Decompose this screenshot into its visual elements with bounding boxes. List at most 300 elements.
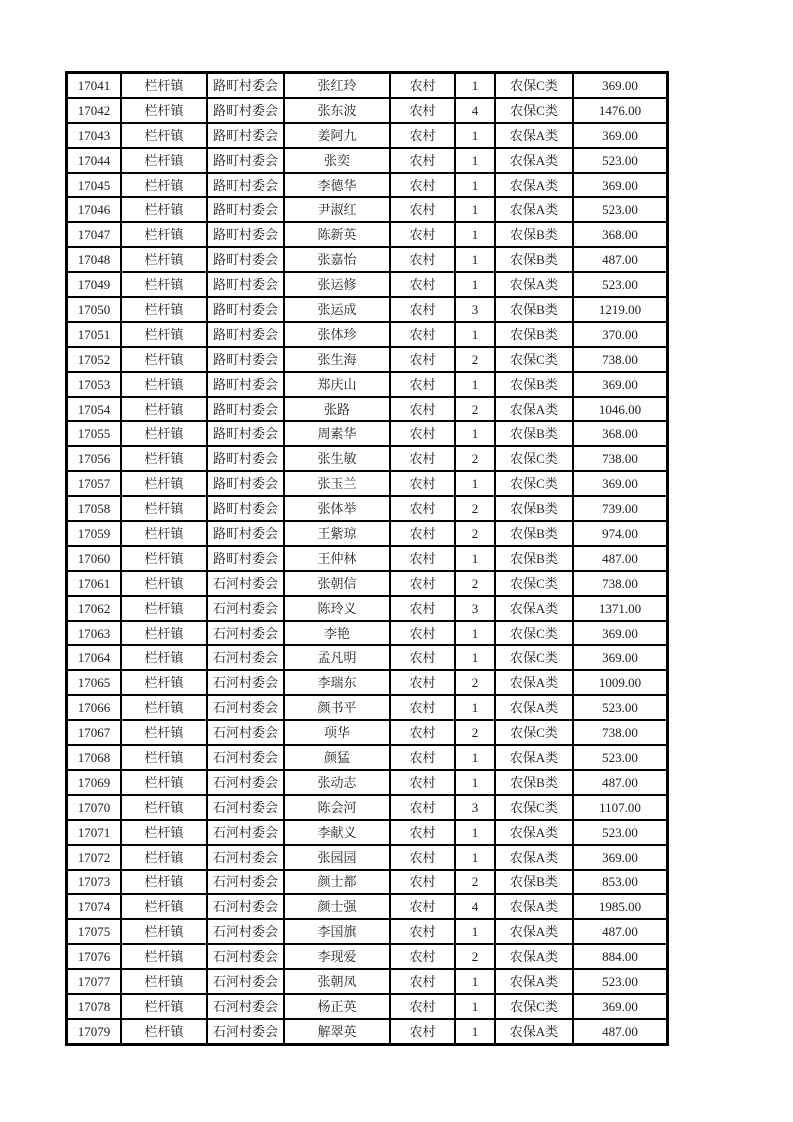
- cell-village-committee: 路町村委会: [207, 372, 284, 397]
- cell-amount: 1219.00: [573, 297, 667, 322]
- cell-amount: 523.00: [573, 820, 667, 845]
- cell-town: 栏杆镇: [121, 820, 207, 845]
- cell-amount: 523.00: [573, 148, 667, 173]
- table-row: [67, 695, 667, 720]
- cell-person-name: 张嘉怡: [284, 247, 390, 272]
- cell-residence-type: 农村: [390, 247, 455, 272]
- cell-residence-type: 农村: [390, 546, 455, 571]
- cell-amount: 1009.00: [573, 670, 667, 695]
- cell-residence-type: 农村: [390, 471, 455, 496]
- cell-village-committee: 路町村委会: [207, 322, 284, 347]
- cell-person-name: 李艳: [284, 621, 390, 646]
- cell-person-count: 2: [455, 720, 495, 745]
- cell-person-count: 3: [455, 596, 495, 621]
- cell-town: 栏杆镇: [121, 621, 207, 646]
- cell-person-name: 尹淑红: [284, 197, 390, 222]
- cell-person-count: 1: [455, 745, 495, 770]
- cell-insurance-class: 农保C类: [495, 73, 573, 98]
- cell-insurance-class: 农保C类: [495, 795, 573, 820]
- cell-person-name: 张生海: [284, 347, 390, 372]
- table-row: [67, 820, 667, 845]
- cell-person-name: 项华: [284, 720, 390, 745]
- cell-amount: 738.00: [573, 446, 667, 471]
- cell-residence-type: 农村: [390, 446, 455, 471]
- table-row: [67, 969, 667, 994]
- cell-person-count: 1: [455, 770, 495, 795]
- cell-residence-type: 农村: [390, 372, 455, 397]
- cell-person-name: 李德华: [284, 173, 390, 198]
- table-row: [67, 222, 667, 247]
- cell-amount: 523.00: [573, 745, 667, 770]
- cell-serial-number: 17044: [67, 148, 121, 173]
- cell-amount: 370.00: [573, 322, 667, 347]
- cell-person-name: 陈玲义: [284, 596, 390, 621]
- cell-town: 栏杆镇: [121, 969, 207, 994]
- cell-village-committee: 路町村委会: [207, 297, 284, 322]
- cell-serial-number: 17066: [67, 695, 121, 720]
- table-row: [67, 870, 667, 895]
- cell-town: 栏杆镇: [121, 571, 207, 596]
- cell-amount: 487.00: [573, 919, 667, 944]
- cell-residence-type: 农村: [390, 994, 455, 1019]
- cell-village-committee: 路町村委会: [207, 347, 284, 372]
- cell-insurance-class: 农保A类: [495, 845, 573, 870]
- cell-amount: 1371.00: [573, 596, 667, 621]
- cell-serial-number: 17078: [67, 994, 121, 1019]
- cell-residence-type: 农村: [390, 347, 455, 372]
- cell-person-name: 张玉兰: [284, 471, 390, 496]
- table-row: [67, 98, 667, 123]
- insurance-payment-table: [65, 71, 669, 1046]
- table-row: [67, 446, 667, 471]
- cell-residence-type: 农村: [390, 197, 455, 222]
- cell-person-name: 张动志: [284, 770, 390, 795]
- cell-village-committee: 石河村委会: [207, 645, 284, 670]
- cell-person-name: 张东波: [284, 98, 390, 123]
- cell-village-committee: 路町村委会: [207, 496, 284, 521]
- cell-insurance-class: 农保B类: [495, 496, 573, 521]
- cell-person-name: 张体珍: [284, 322, 390, 347]
- cell-insurance-class: 农保C类: [495, 446, 573, 471]
- cell-serial-number: 17070: [67, 795, 121, 820]
- cell-village-committee: 石河村委会: [207, 745, 284, 770]
- cell-serial-number: 17055: [67, 421, 121, 446]
- cell-village-committee: 石河村委会: [207, 621, 284, 646]
- table-row: [67, 546, 667, 571]
- cell-person-count: 1: [455, 272, 495, 297]
- cell-insurance-class: 农保A类: [495, 695, 573, 720]
- cell-town: 栏杆镇: [121, 297, 207, 322]
- cell-person-name: 张园园: [284, 845, 390, 870]
- cell-serial-number: 17061: [67, 571, 121, 596]
- cell-residence-type: 农村: [390, 148, 455, 173]
- cell-amount: 1107.00: [573, 795, 667, 820]
- cell-amount: 369.00: [573, 621, 667, 646]
- table-row: [67, 347, 667, 372]
- cell-residence-type: 农村: [390, 322, 455, 347]
- cell-serial-number: 17065: [67, 670, 121, 695]
- cell-village-committee: 路町村委会: [207, 397, 284, 422]
- cell-residence-type: 农村: [390, 621, 455, 646]
- cell-insurance-class: 农保A类: [495, 148, 573, 173]
- cell-amount: 1476.00: [573, 98, 667, 123]
- cell-village-committee: 路町村委会: [207, 421, 284, 446]
- cell-amount: 884.00: [573, 944, 667, 969]
- cell-residence-type: 农村: [390, 397, 455, 422]
- cell-insurance-class: 农保B类: [495, 372, 573, 397]
- cell-insurance-class: 农保C类: [495, 347, 573, 372]
- cell-town: 栏杆镇: [121, 770, 207, 795]
- cell-serial-number: 17074: [67, 894, 121, 919]
- cell-village-committee: 路町村委会: [207, 197, 284, 222]
- cell-person-name: 孟凡明: [284, 645, 390, 670]
- table-row: [67, 247, 667, 272]
- cell-residence-type: 农村: [390, 596, 455, 621]
- cell-insurance-class: 农保B类: [495, 247, 573, 272]
- cell-person-count: 1: [455, 645, 495, 670]
- table-row: [67, 471, 667, 496]
- cell-town: 栏杆镇: [121, 173, 207, 198]
- cell-serial-number: 17059: [67, 521, 121, 546]
- cell-town: 栏杆镇: [121, 645, 207, 670]
- cell-town: 栏杆镇: [121, 670, 207, 695]
- table-row: [67, 372, 667, 397]
- cell-person-count: 1: [455, 695, 495, 720]
- cell-town: 栏杆镇: [121, 944, 207, 969]
- cell-serial-number: 17077: [67, 969, 121, 994]
- cell-person-name: 郑庆山: [284, 372, 390, 397]
- table-row: [67, 795, 667, 820]
- cell-serial-number: 17053: [67, 372, 121, 397]
- cell-residence-type: 农村: [390, 173, 455, 198]
- cell-person-count: 3: [455, 795, 495, 820]
- cell-person-count: 2: [455, 944, 495, 969]
- cell-amount: 369.00: [573, 845, 667, 870]
- cell-residence-type: 农村: [390, 421, 455, 446]
- cell-insurance-class: 农保A类: [495, 397, 573, 422]
- cell-person-count: 2: [455, 347, 495, 372]
- document-page-table-area: [65, 71, 669, 1046]
- cell-amount: 369.00: [573, 73, 667, 98]
- table-row: [67, 297, 667, 322]
- cell-insurance-class: 农保B类: [495, 870, 573, 895]
- cell-insurance-class: 农保A类: [495, 894, 573, 919]
- cell-residence-type: 农村: [390, 1019, 455, 1044]
- cell-person-count: 2: [455, 496, 495, 521]
- cell-serial-number: 17056: [67, 446, 121, 471]
- cell-village-committee: 石河村委会: [207, 870, 284, 895]
- cell-insurance-class: 农保B类: [495, 222, 573, 247]
- cell-residence-type: 农村: [390, 795, 455, 820]
- cell-insurance-class: 农保A类: [495, 820, 573, 845]
- cell-amount: 487.00: [573, 770, 667, 795]
- cell-town: 栏杆镇: [121, 148, 207, 173]
- cell-amount: 369.00: [573, 645, 667, 670]
- cell-town: 栏杆镇: [121, 272, 207, 297]
- cell-village-committee: 路町村委会: [207, 123, 284, 148]
- cell-person-count: 2: [455, 571, 495, 596]
- cell-town: 栏杆镇: [121, 247, 207, 272]
- cell-person-name: 张奕: [284, 148, 390, 173]
- cell-amount: 368.00: [573, 222, 667, 247]
- cell-serial-number: 17076: [67, 944, 121, 969]
- cell-residence-type: 农村: [390, 645, 455, 670]
- cell-town: 栏杆镇: [121, 745, 207, 770]
- cell-insurance-class: 农保A类: [495, 670, 573, 695]
- cell-town: 栏杆镇: [121, 919, 207, 944]
- cell-village-committee: 石河村委会: [207, 919, 284, 944]
- cell-person-count: 1: [455, 1019, 495, 1044]
- cell-person-count: 4: [455, 894, 495, 919]
- cell-person-count: 1: [455, 845, 495, 870]
- cell-village-committee: 石河村委会: [207, 720, 284, 745]
- cell-amount: 739.00: [573, 496, 667, 521]
- cell-person-count: 1: [455, 969, 495, 994]
- cell-insurance-class: 农保B类: [495, 322, 573, 347]
- table-row: [67, 571, 667, 596]
- table-row: [67, 894, 667, 919]
- cell-residence-type: 农村: [390, 73, 455, 98]
- cell-person-name: 张运成: [284, 297, 390, 322]
- table-row: [67, 322, 667, 347]
- table-row: [67, 720, 667, 745]
- cell-person-count: 3: [455, 297, 495, 322]
- cell-person-name: 王仲林: [284, 546, 390, 571]
- cell-village-committee: 石河村委会: [207, 969, 284, 994]
- cell-serial-number: 17042: [67, 98, 121, 123]
- cell-person-count: 1: [455, 73, 495, 98]
- cell-town: 栏杆镇: [121, 596, 207, 621]
- cell-village-committee: 路町村委会: [207, 521, 284, 546]
- cell-amount: 369.00: [573, 372, 667, 397]
- cell-town: 栏杆镇: [121, 894, 207, 919]
- cell-person-count: 1: [455, 322, 495, 347]
- cell-amount: 738.00: [573, 720, 667, 745]
- cell-village-committee: 路町村委会: [207, 173, 284, 198]
- cell-person-count: 1: [455, 919, 495, 944]
- cell-town: 栏杆镇: [121, 446, 207, 471]
- cell-amount: 487.00: [573, 1019, 667, 1044]
- cell-person-count: 2: [455, 870, 495, 895]
- cell-insurance-class: 农保B类: [495, 421, 573, 446]
- cell-village-committee: 石河村委会: [207, 571, 284, 596]
- cell-serial-number: 17068: [67, 745, 121, 770]
- cell-insurance-class: 农保A类: [495, 123, 573, 148]
- cell-person-name: 李国旗: [284, 919, 390, 944]
- cell-serial-number: 17043: [67, 123, 121, 148]
- cell-village-committee: 路町村委会: [207, 148, 284, 173]
- cell-amount: 369.00: [573, 173, 667, 198]
- cell-residence-type: 农村: [390, 521, 455, 546]
- cell-serial-number: 17063: [67, 621, 121, 646]
- cell-insurance-class: 农保C类: [495, 98, 573, 123]
- table-body: [67, 73, 667, 1044]
- cell-amount: 974.00: [573, 521, 667, 546]
- table-row: [67, 73, 667, 98]
- table-row: [67, 197, 667, 222]
- cell-insurance-class: 农保C类: [495, 471, 573, 496]
- cell-person-count: 1: [455, 247, 495, 272]
- table-row: [67, 123, 667, 148]
- cell-residence-type: 农村: [390, 870, 455, 895]
- cell-insurance-class: 农保C类: [495, 571, 573, 596]
- cell-residence-type: 农村: [390, 222, 455, 247]
- cell-town: 栏杆镇: [121, 496, 207, 521]
- cell-person-count: 1: [455, 197, 495, 222]
- cell-person-count: 2: [455, 670, 495, 695]
- table-row: [67, 745, 667, 770]
- cell-insurance-class: 农保A类: [495, 969, 573, 994]
- table-row: [67, 919, 667, 944]
- cell-person-count: 1: [455, 148, 495, 173]
- table-row: [67, 994, 667, 1019]
- cell-amount: 738.00: [573, 347, 667, 372]
- table-row: [67, 1019, 667, 1044]
- cell-town: 栏杆镇: [121, 1019, 207, 1044]
- cell-person-count: 1: [455, 994, 495, 1019]
- cell-serial-number: 17071: [67, 820, 121, 845]
- cell-village-committee: 路町村委会: [207, 247, 284, 272]
- cell-amount: 369.00: [573, 994, 667, 1019]
- cell-residence-type: 农村: [390, 670, 455, 695]
- cell-person-count: 1: [455, 471, 495, 496]
- cell-serial-number: 17048: [67, 247, 121, 272]
- cell-serial-number: 17041: [67, 73, 121, 98]
- cell-serial-number: 17079: [67, 1019, 121, 1044]
- cell-person-name: 周素华: [284, 421, 390, 446]
- cell-village-committee: 路町村委会: [207, 446, 284, 471]
- cell-amount: 1046.00: [573, 397, 667, 422]
- cell-residence-type: 农村: [390, 820, 455, 845]
- cell-person-name: 张体举: [284, 496, 390, 521]
- table-row: [67, 621, 667, 646]
- cell-person-name: 张路: [284, 397, 390, 422]
- cell-person-count: 4: [455, 98, 495, 123]
- table-row: [67, 770, 667, 795]
- table-row: [67, 645, 667, 670]
- cell-amount: 523.00: [573, 969, 667, 994]
- cell-person-name: 姜阿九: [284, 123, 390, 148]
- cell-serial-number: 17069: [67, 770, 121, 795]
- cell-amount: 487.00: [573, 546, 667, 571]
- cell-village-committee: 石河村委会: [207, 770, 284, 795]
- cell-insurance-class: 农保B类: [495, 546, 573, 571]
- cell-village-committee: 石河村委会: [207, 670, 284, 695]
- cell-village-committee: 路町村委会: [207, 471, 284, 496]
- table-row: [67, 496, 667, 521]
- cell-serial-number: 17057: [67, 471, 121, 496]
- cell-amount: 738.00: [573, 571, 667, 596]
- cell-village-committee: 路町村委会: [207, 98, 284, 123]
- cell-town: 栏杆镇: [121, 73, 207, 98]
- cell-town: 栏杆镇: [121, 222, 207, 247]
- cell-person-name: 张运修: [284, 272, 390, 297]
- cell-village-committee: 石河村委会: [207, 1019, 284, 1044]
- table-row: [67, 148, 667, 173]
- table-row: [67, 521, 667, 546]
- cell-serial-number: 17062: [67, 596, 121, 621]
- cell-insurance-class: 农保B类: [495, 770, 573, 795]
- cell-town: 栏杆镇: [121, 421, 207, 446]
- table-row: [67, 272, 667, 297]
- cell-residence-type: 农村: [390, 919, 455, 944]
- cell-town: 栏杆镇: [121, 695, 207, 720]
- cell-insurance-class: 农保A类: [495, 197, 573, 222]
- cell-serial-number: 17045: [67, 173, 121, 198]
- cell-insurance-class: 农保A类: [495, 745, 573, 770]
- cell-person-count: 2: [455, 521, 495, 546]
- cell-person-count: 1: [455, 820, 495, 845]
- cell-insurance-class: 农保C类: [495, 621, 573, 646]
- cell-person-name: 颜书平: [284, 695, 390, 720]
- cell-town: 栏杆镇: [121, 720, 207, 745]
- cell-person-count: 1: [455, 546, 495, 571]
- cell-person-count: 2: [455, 446, 495, 471]
- cell-serial-number: 17073: [67, 870, 121, 895]
- cell-village-committee: 石河村委会: [207, 795, 284, 820]
- table-row: [67, 596, 667, 621]
- cell-insurance-class: 农保C类: [495, 994, 573, 1019]
- cell-serial-number: 17075: [67, 919, 121, 944]
- cell-residence-type: 农村: [390, 272, 455, 297]
- cell-village-committee: 路町村委会: [207, 546, 284, 571]
- cell-village-committee: 石河村委会: [207, 845, 284, 870]
- cell-town: 栏杆镇: [121, 521, 207, 546]
- cell-person-name: 张朝凤: [284, 969, 390, 994]
- cell-person-count: 1: [455, 123, 495, 148]
- cell-town: 栏杆镇: [121, 322, 207, 347]
- cell-amount: 487.00: [573, 247, 667, 272]
- cell-person-name: 王紫琼: [284, 521, 390, 546]
- cell-serial-number: 17060: [67, 546, 121, 571]
- cell-residence-type: 农村: [390, 695, 455, 720]
- cell-amount: 369.00: [573, 471, 667, 496]
- cell-person-name: 杨正英: [284, 994, 390, 1019]
- cell-person-count: 2: [455, 397, 495, 422]
- cell-person-name: 李献义: [284, 820, 390, 845]
- cell-insurance-class: 农保A类: [495, 596, 573, 621]
- cell-person-name: 张朝信: [284, 571, 390, 596]
- cell-serial-number: 17067: [67, 720, 121, 745]
- cell-person-count: 1: [455, 173, 495, 198]
- cell-residence-type: 农村: [390, 770, 455, 795]
- cell-serial-number: 17072: [67, 845, 121, 870]
- cell-insurance-class: 农保B类: [495, 297, 573, 322]
- cell-residence-type: 农村: [390, 969, 455, 994]
- cell-town: 栏杆镇: [121, 397, 207, 422]
- cell-person-name: 李瑞东: [284, 670, 390, 695]
- cell-person-name: 颜士都: [284, 870, 390, 895]
- table-row: [67, 173, 667, 198]
- cell-residence-type: 农村: [390, 845, 455, 870]
- cell-insurance-class: 农保A类: [495, 272, 573, 297]
- cell-person-name: 陈会河: [284, 795, 390, 820]
- table-row: [67, 944, 667, 969]
- cell-serial-number: 17051: [67, 322, 121, 347]
- cell-town: 栏杆镇: [121, 372, 207, 397]
- cell-person-count: 1: [455, 222, 495, 247]
- cell-residence-type: 农村: [390, 297, 455, 322]
- cell-town: 栏杆镇: [121, 197, 207, 222]
- cell-insurance-class: 农保C类: [495, 645, 573, 670]
- cell-residence-type: 农村: [390, 944, 455, 969]
- cell-person-name: 张红玲: [284, 73, 390, 98]
- cell-insurance-class: 农保A类: [495, 944, 573, 969]
- table-row: [67, 397, 667, 422]
- cell-residence-type: 农村: [390, 571, 455, 596]
- cell-insurance-class: 农保B类: [495, 521, 573, 546]
- cell-amount: 523.00: [573, 695, 667, 720]
